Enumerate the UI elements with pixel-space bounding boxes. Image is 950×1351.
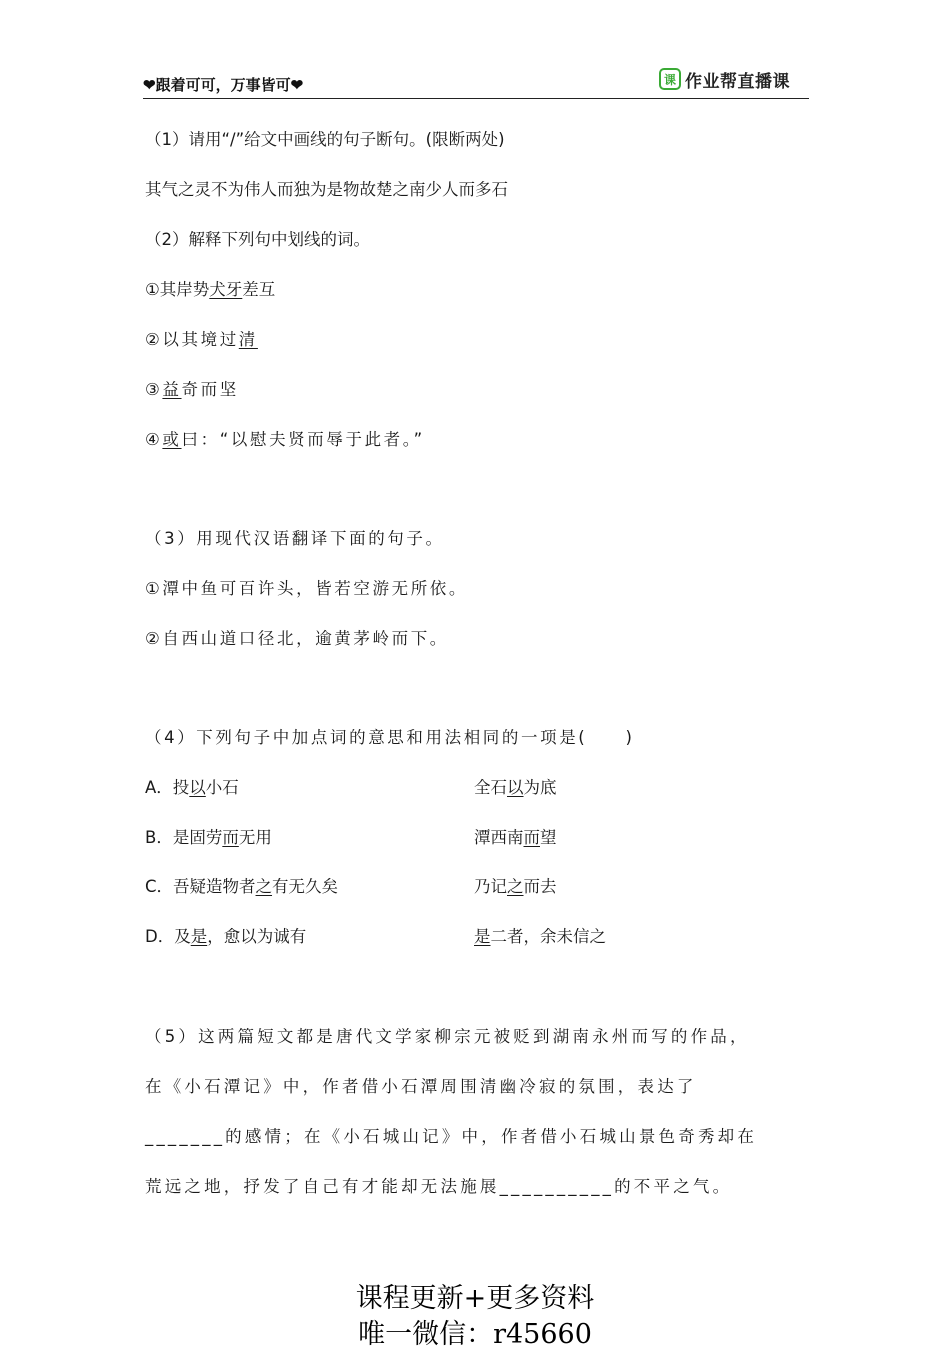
- q5-line: _______的感情；在《小石城山记》中，作者借小石城山景色奇秀却在: [145, 1127, 758, 1146]
- q4-prompt: （4）下列句子中加点词的意思和用法相同的一项是( ): [145, 728, 635, 747]
- q2-item: ④或曰：“以慰夫贤而辱于此者。”: [145, 430, 425, 449]
- q5-line: 在《小石潭记》中，作者借小石潭周围清幽冷寂的氛围，表达了: [145, 1077, 697, 1096]
- q3-prompt: （3）用现代汉语翻译下面的句子。: [145, 529, 445, 548]
- q4-option-b-left: B．是固劳而无用: [145, 828, 272, 847]
- q2-prompt: （2）解释下列句中划线的词。: [145, 230, 370, 249]
- q5-line: （5）这两篇短文都是唐代文学家柳宗元被贬到湖南永州而写的作品，: [145, 1027, 750, 1046]
- q3-item: ①潭中鱼可百许头，皆若空游无所依。: [145, 579, 468, 598]
- underlined-word: 犬牙: [209, 280, 243, 299]
- q2-item: ②以其境过清: [145, 330, 258, 349]
- q5-line: 荒远之地，抒发了自己有才能却无法施展__________的不平之气。: [145, 1177, 733, 1196]
- q1-sentence: 其气之灵不为伟人而独为是物故楚之南少人而多石: [145, 180, 508, 199]
- q4-option-c-right: 乃记之而去: [474, 877, 557, 896]
- footer-line-1: 课程更新+更多资料: [355, 1283, 595, 1314]
- brand-logo: [659, 66, 790, 92]
- underlined-word: 益: [162, 380, 182, 399]
- q4-option-a-right: 全石以为底: [474, 778, 557, 797]
- header-divider: [143, 98, 809, 99]
- header-slogan: ❤跟着可可，万事皆可❤: [143, 76, 304, 94]
- brand-name: 作业帮直播课: [685, 71, 790, 92]
- brand-logo-icon: 课: [659, 68, 681, 90]
- q1-prompt: （1）请用“/”给文中画线的句子断句。(限断两处): [145, 130, 505, 149]
- underlined-word: 或: [162, 430, 182, 449]
- q3-item: ②自西山道口径北，逾黄茅岭而下。: [145, 629, 449, 648]
- underlined-word: 清: [238, 330, 258, 349]
- footer-line-2: 唯一微信：r45660: [358, 1319, 592, 1350]
- q4-option-d-right: 是二者，余未信之: [474, 927, 606, 946]
- q4-option-b-right: 潭西南而望: [474, 828, 557, 847]
- q4-option-c-left: C．吾疑造物者之有无久矣: [145, 877, 339, 896]
- q4-option-a-left: A．投以小石: [145, 778, 239, 797]
- q4-option-d-left: D．及是，愈以为诚有: [145, 927, 307, 946]
- q2-item: ①其岸势犬牙差互: [145, 280, 276, 299]
- q2-item: ③益奇而坚: [145, 380, 239, 399]
